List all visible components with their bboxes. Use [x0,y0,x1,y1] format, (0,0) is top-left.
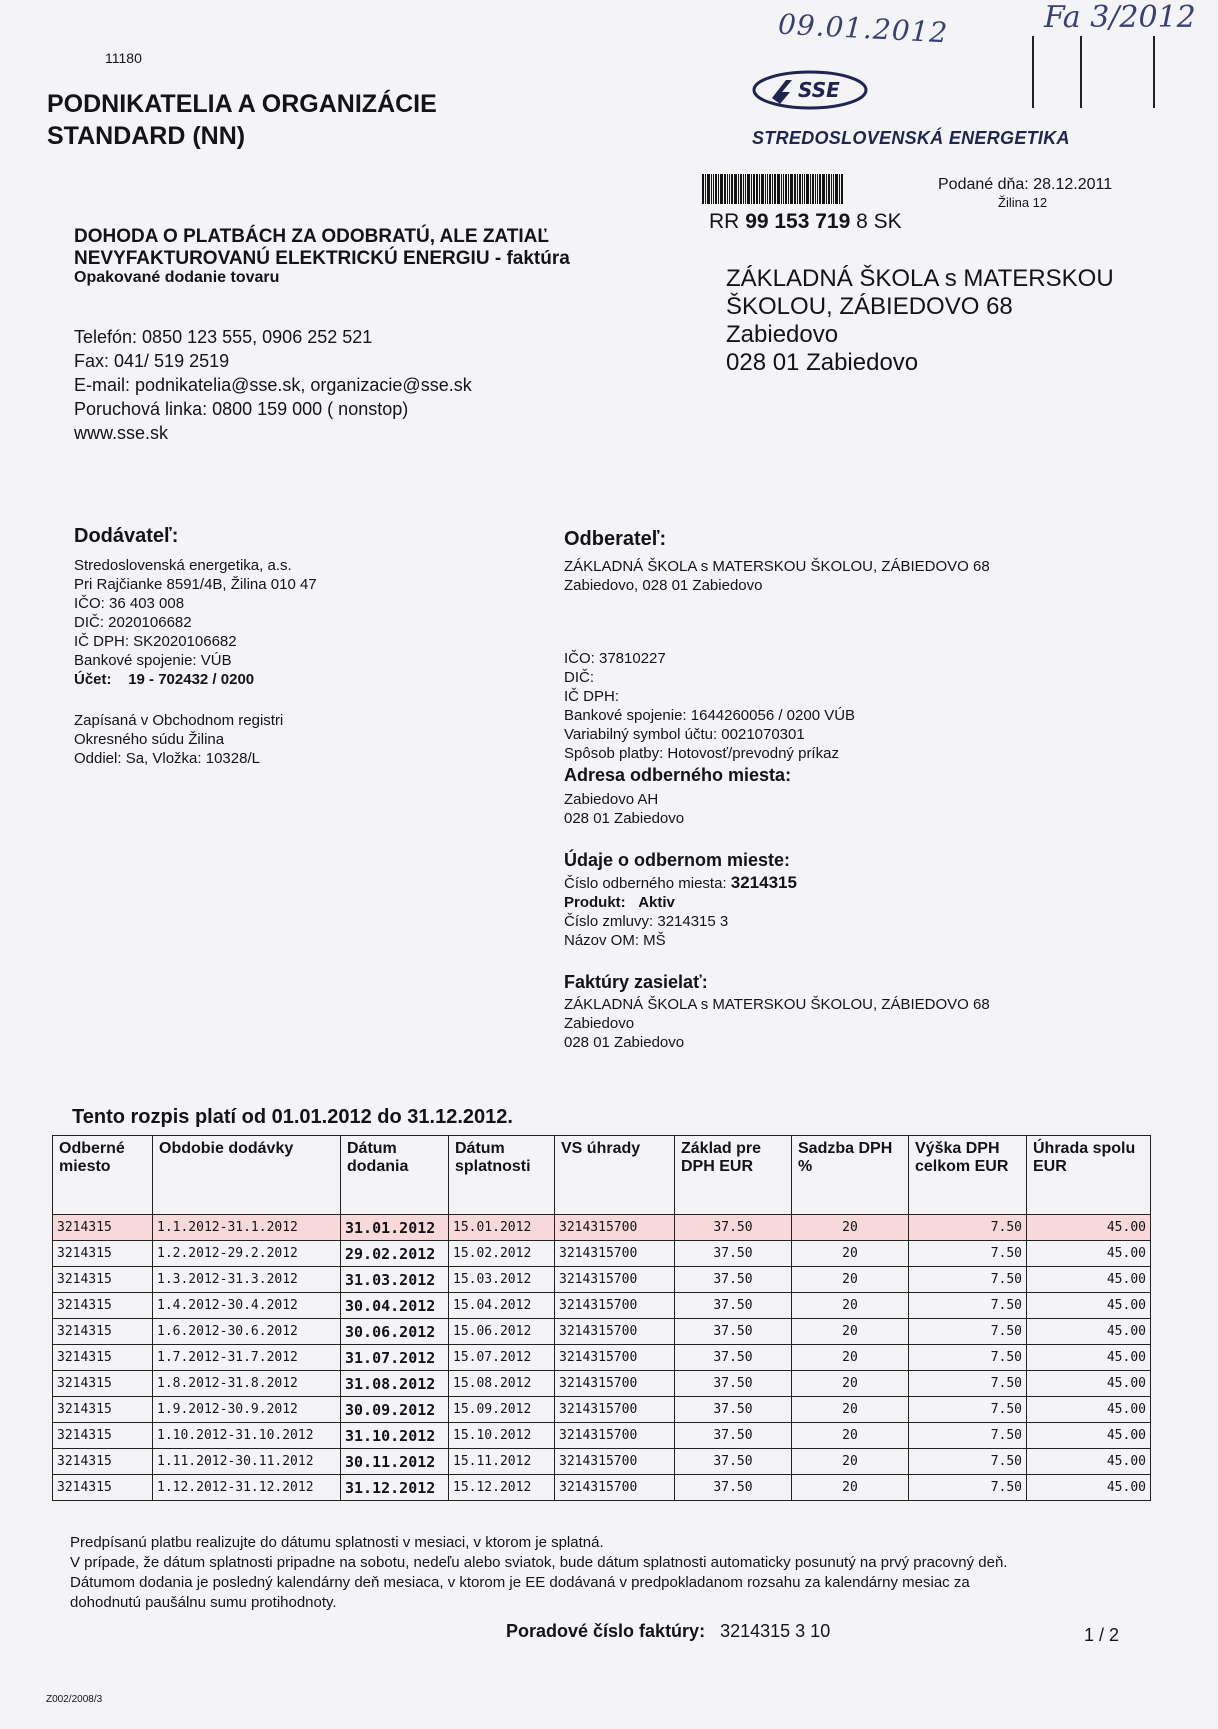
filed-label: Podané dňa: [938,176,1029,193]
postal-code [709,210,902,234]
barcode-bar [817,174,818,204]
table-cell: 7.50 [909,1397,1027,1423]
barcode-bar [822,174,825,204]
customer-block [564,528,990,1052]
table-cell: 3214315 [53,1449,153,1475]
table-header-cell: VS úhrady [555,1136,675,1215]
supplier-register3: Oddiel: Sa, Vložka: 10328/L [74,750,260,767]
table-cell: 37.50 [675,1345,792,1371]
note-line4: dohodnutú paušálnu sumu protihodnoty. [70,1594,337,1611]
site-address-line1: Zabiedovo AH [564,791,659,808]
table-cell: 20 [792,1345,909,1371]
recipient-line1: ZÁKLADNÁ ŠKOLA s MATERSKOU [726,265,1114,292]
barcode-bar [769,174,771,204]
barcode-bar [833,174,834,204]
customer-var-symbol: Variabilný symbol účtu: 0021070301 [564,726,805,743]
table-row [53,1397,1151,1423]
site-name: Názov OM: MŠ [564,932,666,949]
table-row [53,1215,1151,1241]
barcode-bar [802,174,803,204]
site-number: 3214315 [730,873,797,892]
table-cell: 37.50 [675,1423,792,1449]
table-cell: 45.00 [1027,1345,1151,1371]
table-cell: 3214315700 [555,1475,675,1501]
tally-mark [1153,36,1155,108]
site-address-heading: Adresa odberného miesta: [564,765,792,785]
table-cell: 3214315700 [555,1371,675,1397]
site-number-label: Číslo odberného miesta: [564,875,727,892]
table-cell: 20 [792,1293,909,1319]
table-cell: 15.09.2012 [449,1397,555,1423]
table-cell: 3214315 [53,1267,153,1293]
barcode-bar [774,174,776,204]
page-number: 1 / 2 [1084,1625,1120,1645]
customer-heading: Odberateľ: [564,528,667,550]
table-cell: 15.08.2012 [449,1371,555,1397]
table-cell: 20 [792,1215,909,1241]
table-cell: 1.2.2012-29.2.2012 [153,1241,341,1267]
customer-address: Zabiedovo, 028 01 Zabiedovo [564,577,763,594]
supplier-ic-dph: IČ DPH: SK2020106682 [74,633,237,650]
table-cell: 31.08.2012 [341,1371,449,1397]
contract-number: Číslo zmluvy: 3214315 3 [564,913,729,930]
customer-category [47,88,437,152]
postal-number: 99 153 719 [745,210,851,233]
invoice-to-line2: Zabiedovo [564,1015,635,1032]
invoice-number [506,1621,830,1642]
barcode-bar [724,174,726,204]
barcode-bar [743,174,744,204]
note-line2: V prípade, že dátum splatnosti pripadne na sobotu, nedeľu alebo sviatok, bude dátum splatnosti automaticky posunutý na prvý pracovný deň. [70,1554,1008,1571]
invoice-to-heading: Faktúry zasielať: [564,972,708,992]
logo-text: SSE [798,78,840,102]
barcode-bar [794,174,796,204]
table-cell: 45.00 [1027,1423,1151,1449]
recipient-address [726,265,1114,377]
barcode-bar [788,174,789,204]
table-cell: 7.50 [909,1215,1027,1241]
barcode-bar [783,174,784,204]
product-row [564,893,990,912]
table-cell: 20 [792,1319,909,1345]
document-subtitle: Opakované dodanie tovaru [74,269,280,286]
invoice-to-line3: 028 01 Zabiedovo [564,1034,685,1051]
table-row [53,1371,1151,1397]
barcode-bar [772,174,773,204]
barcode-bar [826,174,827,204]
sse-logo-icon [752,70,868,110]
barcode-bar [790,174,793,204]
table-row [53,1423,1151,1449]
filed-location: Žilina 12 [998,195,1048,210]
table-cell: 3214315 [53,1371,153,1397]
table-cell: 45.00 [1027,1241,1151,1267]
supplier-register2: Okresného súdu Žilina [74,731,225,748]
table-cell: 45.00 [1027,1319,1151,1345]
table-cell: 3214315 [53,1475,153,1501]
table-cell: 20 [792,1449,909,1475]
table-cell: 15.06.2012 [449,1319,555,1345]
supplier-account [74,670,317,689]
table-cell: 20 [792,1241,909,1267]
barcode-bar [720,174,723,204]
table-cell: 30.04.2012 [341,1293,449,1319]
barcode-bar [781,174,782,204]
customer-category-line2: STANDARD (NN) [47,122,246,150]
customer-dic: DIČ: [564,669,594,686]
table-cell: 15.01.2012 [449,1215,555,1241]
barcode-bar [797,174,798,204]
barcode-bar [841,174,843,204]
table-cell: 15.12.2012 [449,1475,555,1501]
table-cell: 7.50 [909,1319,1027,1345]
table-cell: 20 [792,1267,909,1293]
barcode-bar [839,174,840,204]
table-row [53,1293,1151,1319]
table-header-cell: Výška DPH celkom EUR [909,1136,1027,1215]
barcode-bar [707,174,710,204]
customer-bank: Bankové spojenie: 1644260056 / 0200 VÚB [564,707,856,724]
table-cell: 3214315700 [555,1215,675,1241]
note-line3: Dátumom dodania je posledný kalendárny deň mesiaca, v ktorom je EE dodávaná v predpokladanom rozsahu za kalendárny mesiac za [70,1574,970,1591]
table-cell: 15.11.2012 [449,1449,555,1475]
table-row [53,1345,1151,1371]
barcode-bar [729,174,730,204]
table-cell: 1.9.2012-30.9.2012 [153,1397,341,1423]
table-cell: 15.02.2012 [449,1241,555,1267]
table-cell: 1.1.2012-31.1.2012 [153,1215,341,1241]
table-cell: 30.11.2012 [341,1449,449,1475]
table-header-cell: Dátum dodania [341,1136,449,1215]
table-cell: 15.07.2012 [449,1345,555,1371]
barcode-bar [753,174,755,204]
table-cell: 20 [792,1397,909,1423]
table-cell: 3214315 [53,1397,153,1423]
table-cell: 20 [792,1475,909,1501]
contact-web: www.sse.sk [74,423,169,443]
table-cell: 31.07.2012 [341,1345,449,1371]
product-label: Produkt: [564,894,626,911]
document-title [74,226,570,270]
table-cell: 1.6.2012-30.6.2012 [153,1319,341,1345]
table-cell: 37.50 [675,1449,792,1475]
table-cell: 1.8.2012-31.8.2012 [153,1371,341,1397]
barcode-bar [740,174,742,204]
table-row [53,1319,1151,1345]
supplier-bank: Bankové spojenie: VÚB [74,652,232,669]
barcode-bar [711,174,712,204]
barcode-bar [738,174,739,204]
document-title-line2: NEVYFAKTUROVANÚ ELEKTRICKÚ ENERGIU - faktúra [74,248,570,269]
table-cell: 3214315700 [555,1423,675,1449]
customer-category-line1: PODNIKATELIA A ORGANIZÁCIE [47,90,437,118]
table-cell: 1.3.2012-31.3.2012 [153,1267,341,1293]
tally-mark [1032,36,1034,108]
payment-notes [70,1533,1110,1613]
product-value: Aktiv [638,894,675,911]
table-cell: 1.10.2012-31.10.2012 [153,1423,341,1449]
table-cell: 30.06.2012 [341,1319,449,1345]
barcode-bar [761,174,764,204]
table-cell: 3214315700 [555,1397,675,1423]
supplier-block [74,525,317,768]
barcode [702,174,906,204]
barcode-bar [713,174,714,204]
table-cell: 1.12.2012-31.12.2012 [153,1475,341,1501]
contact-hotline: Poruchová linka: 0800 159 000 ( nonstop) [74,399,409,419]
table-header-cell: Základ pre DPH EUR [675,1136,792,1215]
table-cell: 30.09.2012 [341,1397,449,1423]
company-name: STREDOSLOVENSKÁ ENERGETIKA [752,128,1070,148]
barcode-bar [727,174,728,204]
table-cell: 15.03.2012 [449,1267,555,1293]
table-cell: 7.50 [909,1345,1027,1371]
barcode-bar [810,174,811,204]
note-line1: Predpísanú platbu realizujte do dátumu splatnosti v mesiaci, v ktorom je splatná. [70,1534,604,1551]
barcode-bar [812,174,814,204]
barcode-bar [756,174,758,204]
invoice-to-line1: ZÁKLADNÁ ŠKOLA s MATERSKOU ŠKOLOU, ZÁBIEDOVO 68 [564,996,990,1013]
table-cell: 31.10.2012 [341,1423,449,1449]
filed-value: 28.12.2011 [1033,176,1113,193]
payment-schedule-table [52,1135,1151,1501]
table-cell: 3214315700 [555,1345,675,1371]
document-number: 11180 [105,50,142,66]
barcode-bar [731,174,733,204]
table-cell: 37.50 [675,1267,792,1293]
invoice-number-value: 3214315 3 10 [720,1621,831,1641]
barcode-bar [751,174,752,204]
barcode-bar [819,174,821,204]
table-cell: 45.00 [1027,1215,1151,1241]
barcode-bar [765,174,766,204]
barcode-bar [806,174,809,204]
table-cell: 3214315 [53,1241,153,1267]
barcode-bar [734,174,737,204]
barcode-bar [759,174,760,204]
table-cell: 37.50 [675,1371,792,1397]
supplier-ico: IČO: 36 403 008 [74,595,185,612]
barcode-bar [705,174,706,204]
table-cell: 7.50 [909,1371,1027,1397]
table-cell: 45.00 [1027,1267,1151,1293]
barcode-bar [767,174,768,204]
table-cell: 37.50 [675,1475,792,1501]
table-cell: 45.00 [1027,1449,1151,1475]
barcode-bar [718,174,719,204]
recipient-line2: ŠKOLOU, ZÁBIEDOVO 68 [726,293,1013,320]
table-cell: 37.50 [675,1397,792,1423]
table-cell: 29.02.2012 [341,1241,449,1267]
table-cell: 45.00 [1027,1371,1151,1397]
table-cell: 7.50 [909,1267,1027,1293]
table-cell: 3214315700 [555,1267,675,1293]
table-header-cell: Dátum splatnosti [449,1136,555,1215]
customer-ic-dph: IČ DPH: [564,688,620,705]
barcode-bar [815,174,816,204]
table-cell: 37.50 [675,1215,792,1241]
table-cell: 37.50 [675,1319,792,1345]
barcode-bar [831,174,832,204]
contact-block [74,325,472,445]
barcode-bar [804,174,805,204]
table-cell: 37.50 [675,1241,792,1267]
table-header-cell: Odberné miesto [53,1136,153,1215]
table-cell: 3214315700 [555,1449,675,1475]
table-cell: 7.50 [909,1475,1027,1501]
table-cell: 7.50 [909,1293,1027,1319]
table-header-cell: Úhrada spolu EUR [1027,1136,1151,1215]
table-cell: 1.4.2012-30.4.2012 [153,1293,341,1319]
barcode-bar [828,174,830,204]
supplier-account-label: Účet: [74,671,112,688]
site-address-line2: 028 01 Zabiedovo [564,810,685,827]
table-cell: 7.50 [909,1449,1027,1475]
table-cell: 15.10.2012 [449,1423,555,1449]
handwritten-reference: Fa 3/2012 [1044,0,1196,35]
barcode-bar [747,174,750,204]
customer-ico: IČO: 37810227 [564,650,666,667]
barcode-bar [785,174,787,204]
table-cell: 15.04.2012 [449,1293,555,1319]
recipient-line3: Zabiedovo [726,321,839,348]
customer-name: ZÁKLADNÁ ŠKOLA s MATERSKOU ŠKOLOU, ZÁBIEDOVO 68 [564,558,990,575]
barcode-bar [745,174,746,204]
validity-statement: Tento rozpis platí od 01.01.2012 do 31.12.2012. [72,1106,513,1128]
barcode-bar [799,174,801,204]
table-cell: 3214315 [53,1345,153,1371]
table-header-row [53,1136,1151,1215]
customer-payment: Spôsob platby: Hotovosť/prevodný príkaz [564,745,839,762]
table-cell: 3214315 [53,1215,153,1241]
table-header-cell: Obdobie dodávky [153,1136,341,1215]
table-cell: 3214315 [53,1293,153,1319]
supplier-dic: DIČ: 2020106682 [74,614,192,631]
filed-date [938,176,1112,194]
invoice-number-label: Poradové číslo faktúry: [506,1621,706,1641]
table-cell: 31.03.2012 [341,1267,449,1293]
table-cell: 45.00 [1027,1397,1151,1423]
tally-mark [1080,36,1082,108]
table-cell: 1.11.2012-30.11.2012 [153,1449,341,1475]
table-cell: 1.7.2012-31.7.2012 [153,1345,341,1371]
table-cell: 3214315700 [555,1293,675,1319]
table-body [53,1215,1151,1501]
table-cell: 45.00 [1027,1293,1151,1319]
barcode-bar [715,174,717,204]
table-cell: 7.50 [909,1241,1027,1267]
postal-suffix: 8 SK [856,210,902,233]
barcode-bar [702,174,704,204]
site-info-heading: Údaje o odbernom mieste: [564,850,791,870]
table-row [53,1449,1151,1475]
table-cell: 7.50 [909,1423,1027,1449]
postal-prefix: RR [709,210,740,233]
table-header-cell: Sadzba DPH % [792,1136,909,1215]
table-cell: 31.12.2012 [341,1475,449,1501]
supplier-account-number: 19 - 702432 / 0200 [128,671,255,688]
contact-phone: Telefón: 0850 123 555, 0906 252 521 [74,327,373,347]
table-cell: 3214315 [53,1423,153,1449]
form-code: Z002/2008/3 [46,1694,103,1705]
site-number-row [564,873,990,893]
handwritten-date: 09.01.2012 [777,7,950,50]
contact-email: E-mail: podnikatelia@sse.sk, organizacie@sse.sk [74,375,472,395]
table-cell: 37.50 [675,1293,792,1319]
table-cell: 20 [792,1423,909,1449]
supplier-address: Pri Rajčianke 8591/4B, Žilina 010 47 [74,576,317,593]
supplier-register1: Zapísaná v Obchodnom registri [74,712,284,729]
table-row [53,1475,1151,1501]
table-cell: 20 [792,1371,909,1397]
table-row [53,1241,1151,1267]
barcode-bar [835,174,838,204]
table-cell: 31.01.2012 [341,1215,449,1241]
contact-fax: Fax: 041/ 519 2519 [74,351,230,371]
table-row [53,1267,1151,1293]
recipient-line4: 028 01 Zabiedovo [726,349,919,376]
supplier-name: Stredoslovenská energetika, a.s. [74,557,292,574]
table-cell: 3214315700 [555,1319,675,1345]
supplier-heading: Dodávateľ: [74,525,179,547]
table-cell: 3214315700 [555,1241,675,1267]
barcode-bar [777,174,780,204]
table-cell: 45.00 [1027,1475,1151,1501]
document-title-line1: DOHODA O PLATBÁCH ZA ODOBRATÚ, ALE ZATIAĽ [74,226,549,247]
table-cell: 3214315 [53,1319,153,1345]
